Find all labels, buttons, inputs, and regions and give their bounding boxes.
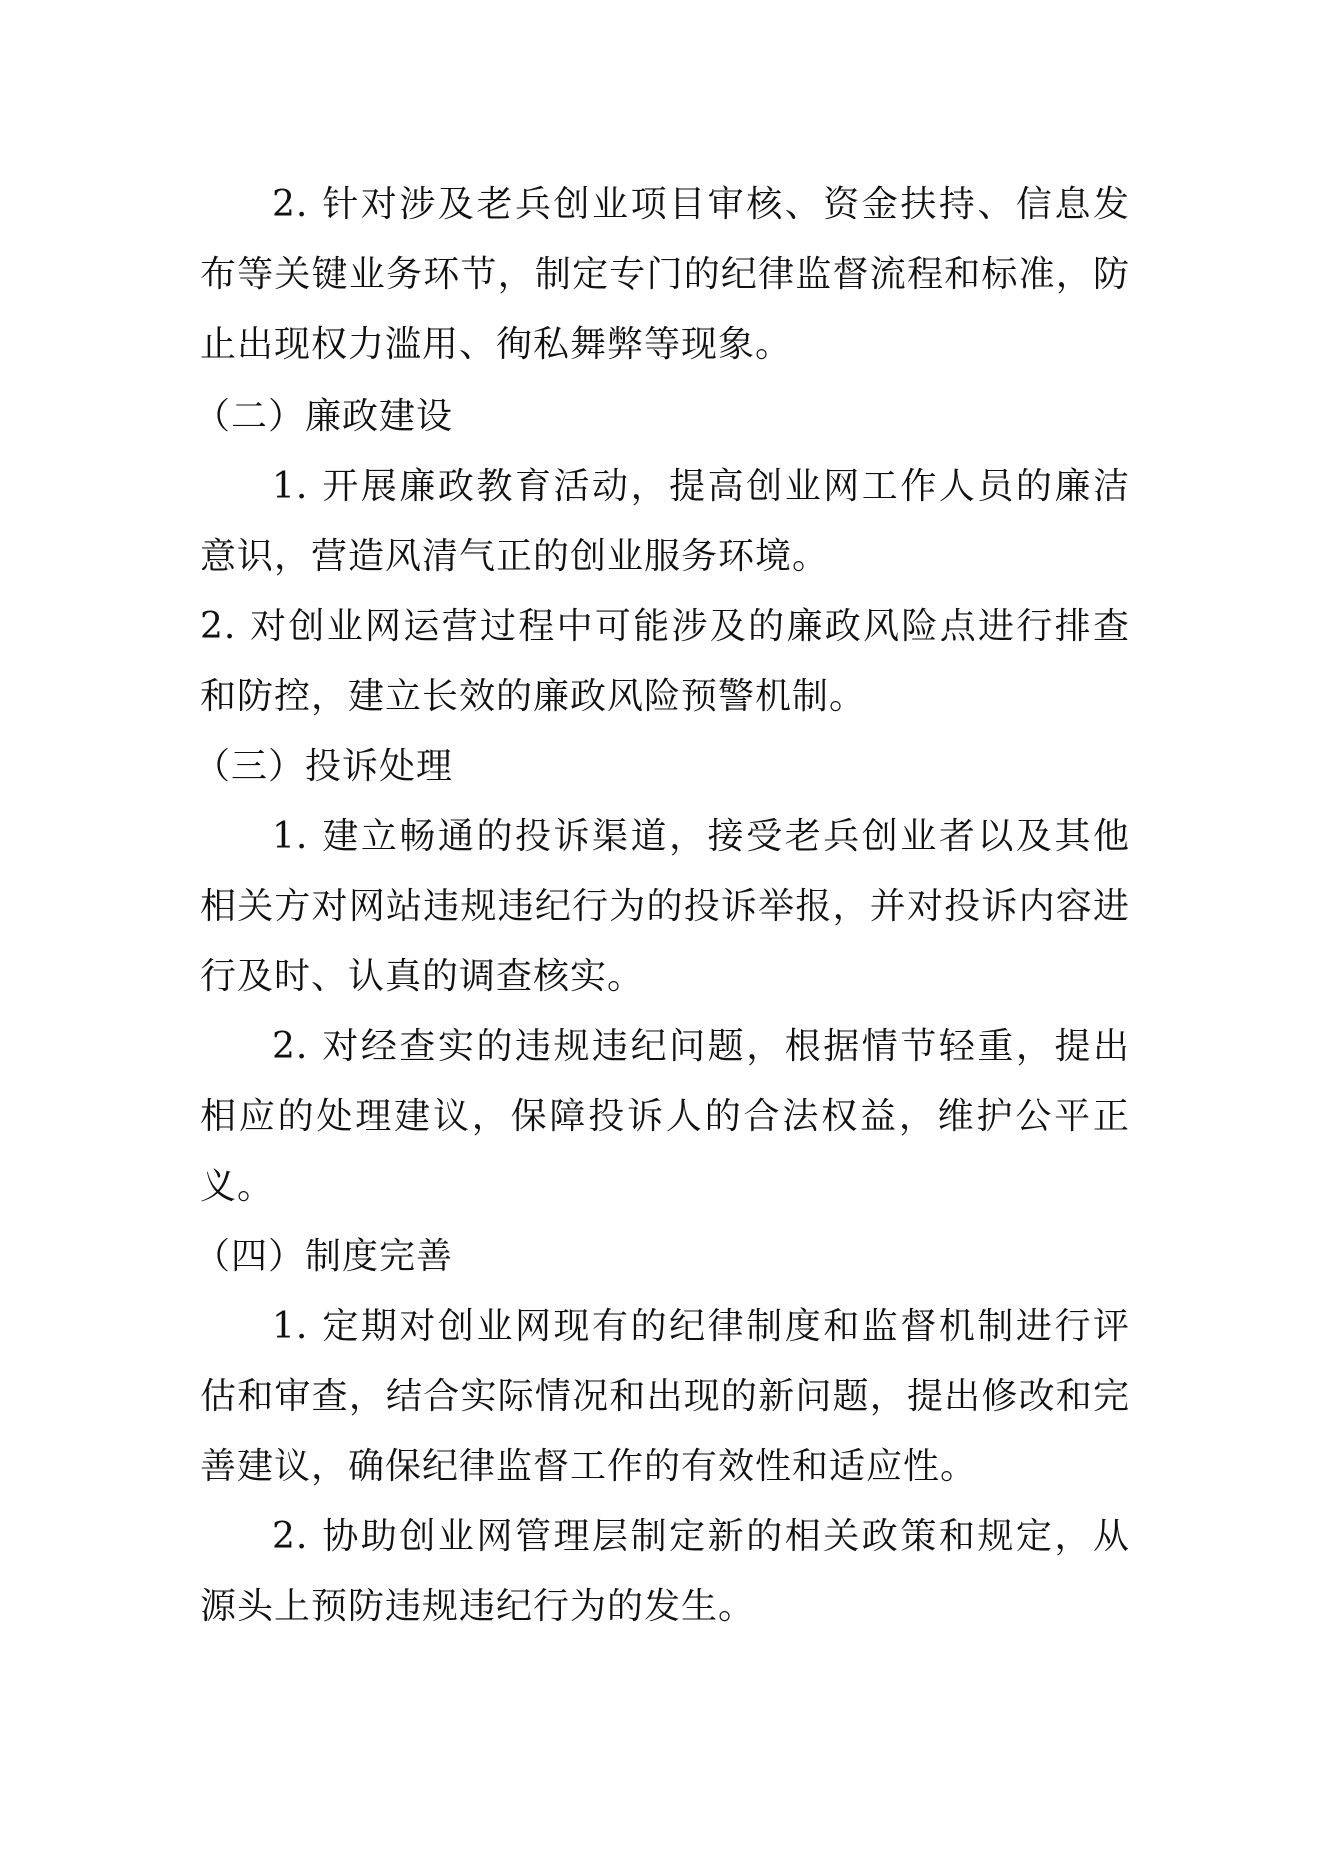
paragraph-business-supervision: 2. 针对涉及老兵创业项目审核、资金扶持、信息发布等关键业务环节，制定专门的纪律监督流程和标准，防止出现权力滥用、徇私舞弊等现象。 [200, 184, 1130, 365]
paragraph-complaint-handling: 2. 对经查实的违规违纪问题，根据情节轻重，提出相应的处理建议，保障投诉人的合法权益，维护公平正义。 [200, 1026, 1130, 1207]
section-heading-integrity: （二）廉政建设 [194, 396, 454, 437]
document-page [194, 170, 1130, 1642]
paragraph-policy-assist: 2. 协助创业网管理层制定新的相关政策和规定，从源头上预防违规违纪行为的发生。 [200, 1516, 1130, 1627]
section-heading-system: （四）制度完善 [194, 1236, 454, 1277]
paragraph-complaint-channel: 1. 建立畅通的投诉渠道，接受老兵创业者以及其他相关方对网站违规违纪行为的投诉举报，并对投诉内容进行及时、认真的调查核实。 [200, 816, 1130, 997]
paragraph-integrity-education: 1. 开展廉政教育活动，提高创业网工作人员的廉洁意识，营造风清气正的创业服务环境。 [200, 466, 1130, 577]
paragraph-integrity-risk: 2. 对创业网运营过程中可能涉及的廉政风险点进行排查和防控，建立长效的廉政风险预警机制。 [200, 606, 1130, 717]
paragraph-system-review: 1. 定期对创业网现有的纪律制度和监督机制进行评估和审查，结合实际情况和出现的新问题，提出修改和完善建议，确保纪律监督工作的有效性和适应性。 [200, 1306, 1130, 1487]
section-heading-complaints: （三）投诉处理 [194, 746, 454, 787]
